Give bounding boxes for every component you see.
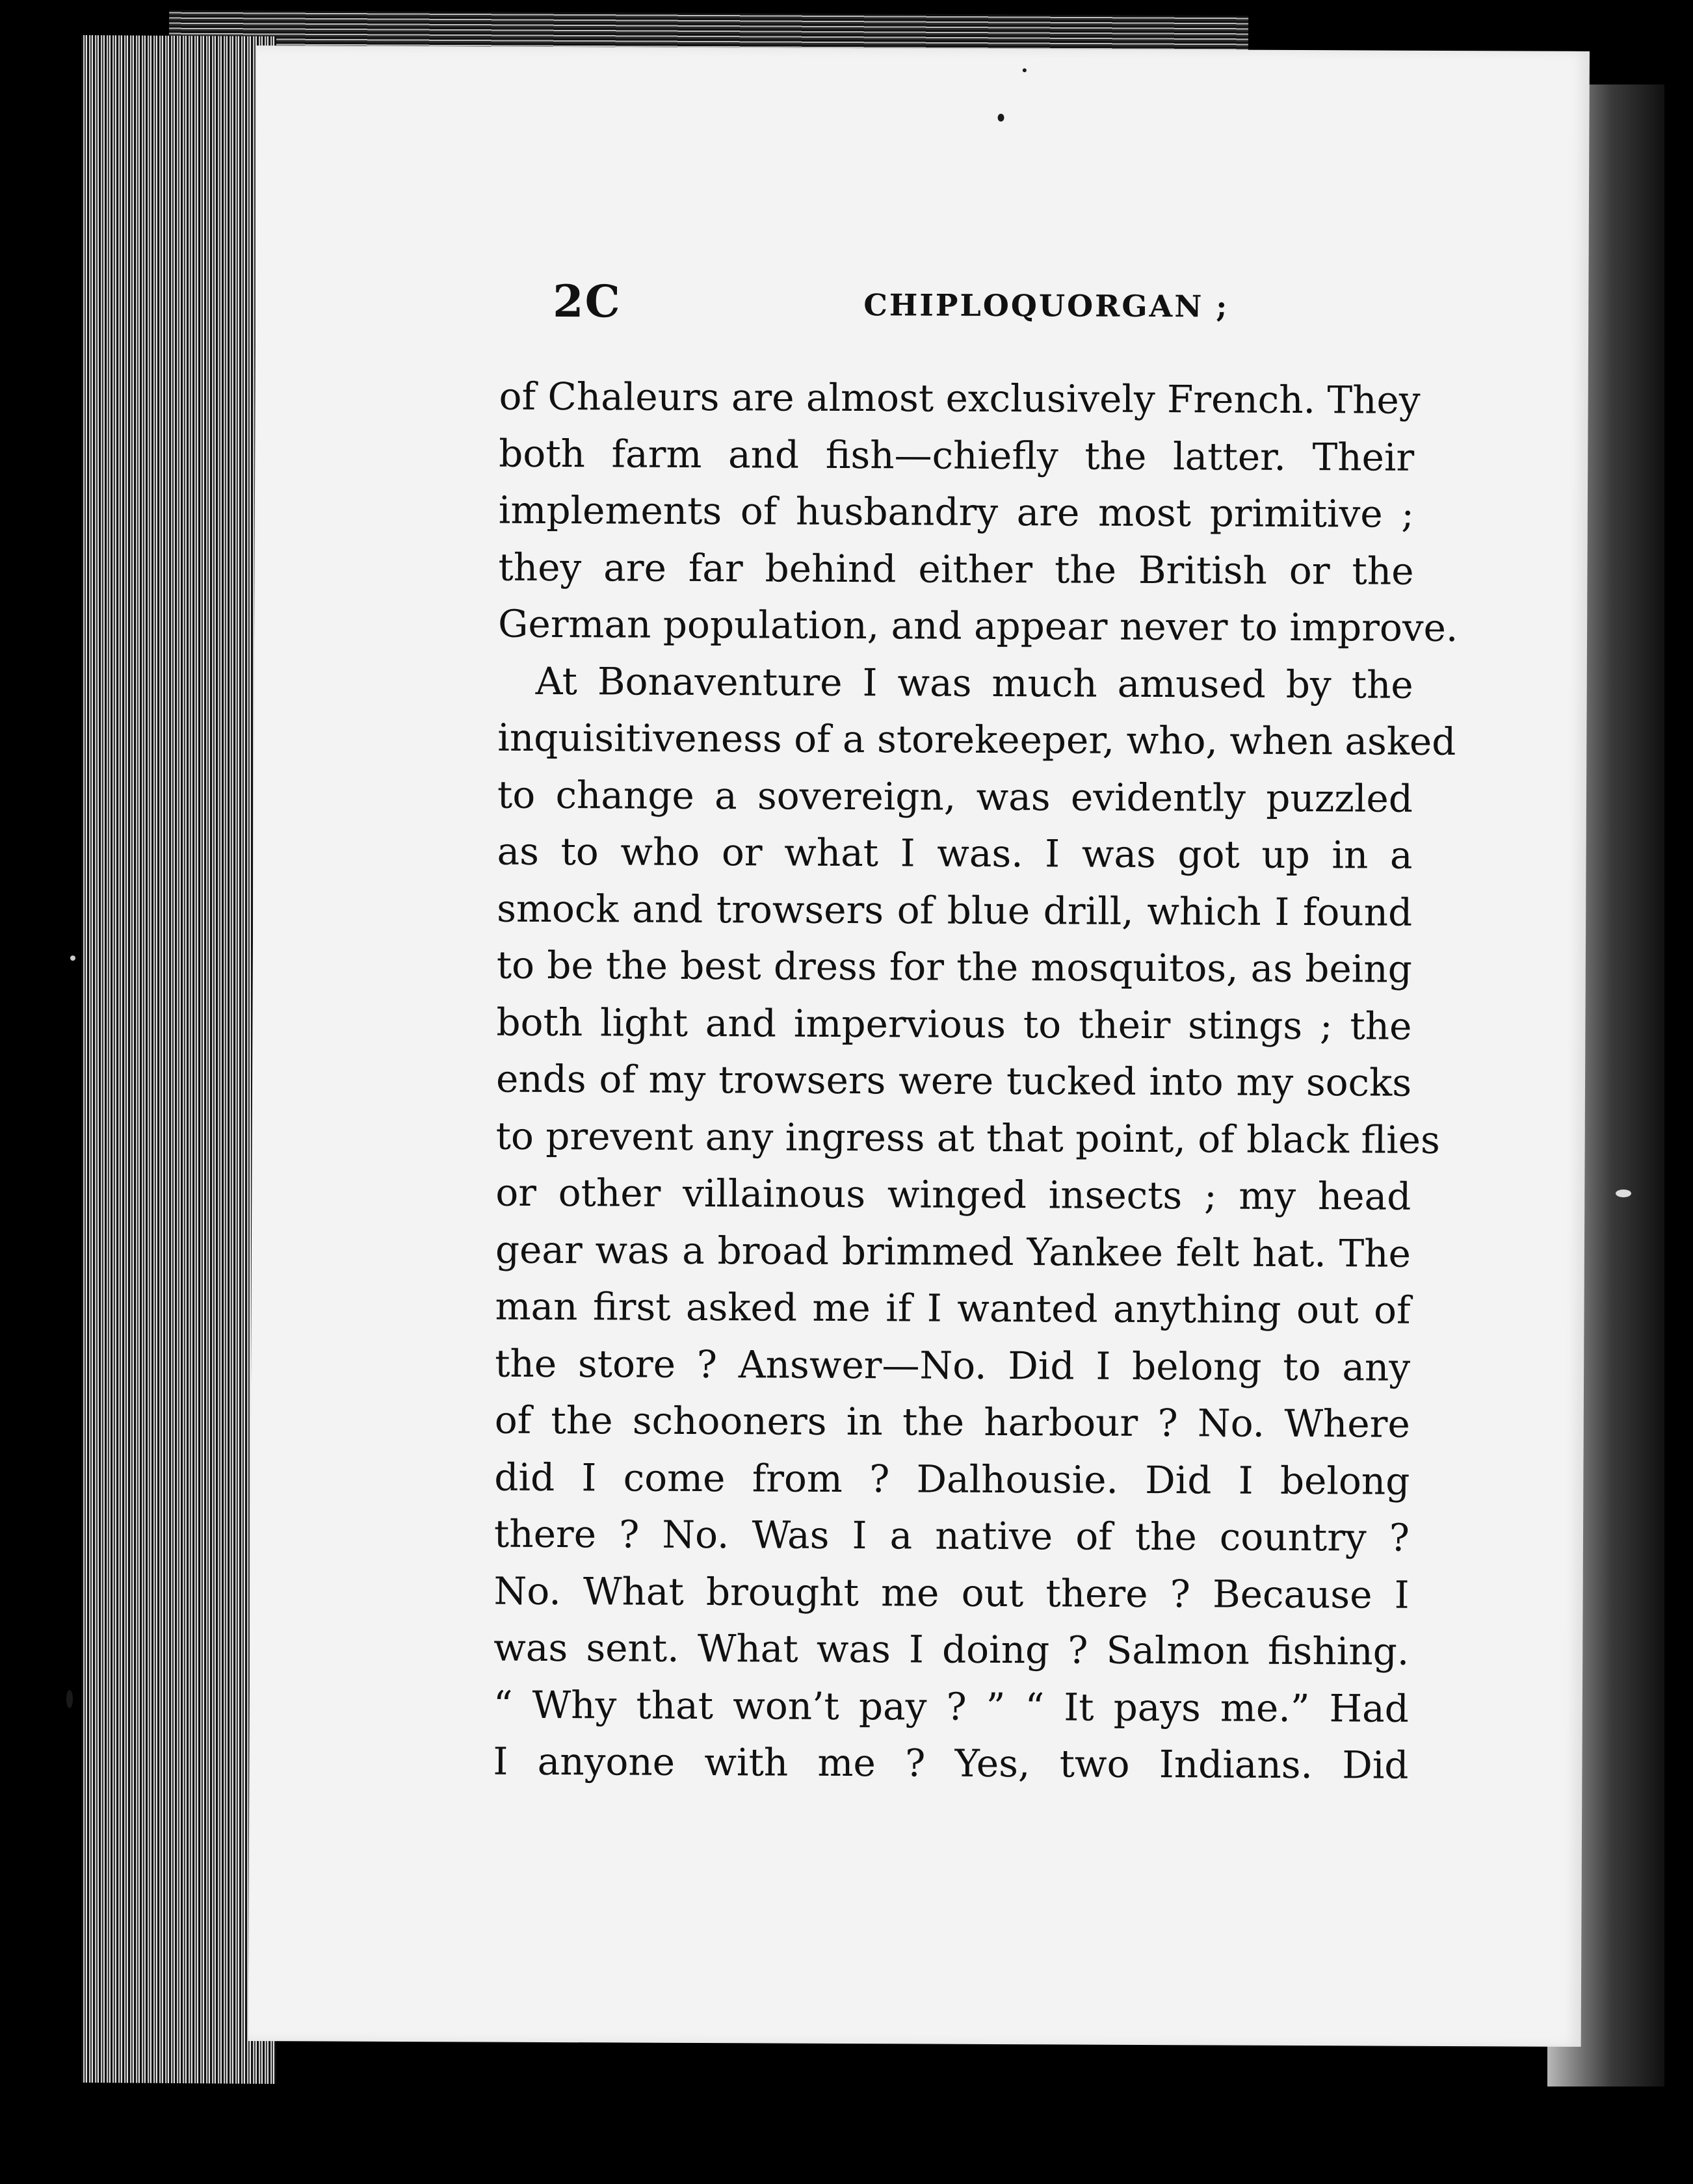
text-line: to prevent any ingress at that point, of black flies (495, 1113, 1440, 1162)
text-line: implements of husbandry are most primitive ; (498, 488, 1415, 536)
running-title: CHIPLOQUORGAN ; (863, 287, 1229, 324)
text-line: to be the best dress for the mosquitos, as being (496, 942, 1412, 991)
text-line: of Chaleurs are almost exclusively French. They (499, 374, 1421, 422)
text-line: smock and trowsers of blue drill, which I found (497, 886, 1413, 935)
body-text (493, 369, 1458, 1795)
text-line: there ? No. Was I a native of the country ? (493, 1511, 1410, 1560)
text-line: did I come from ? Dalhousie. Did I belong (494, 1455, 1410, 1503)
text-line: both farm and fish—chiefly the latter. Their (499, 431, 1415, 480)
text-line: I anyone with me ? Yes, two Indians. Did (493, 1739, 1409, 1788)
text-line: of the schooners in the harbour ? No. Where (494, 1398, 1410, 1446)
text-line: German population, and appear never to improve. (497, 601, 1458, 651)
scan-speck (66, 1690, 73, 1708)
text-line: “ Why that won’t pay ? ” “ It pays me.” Had (493, 1682, 1410, 1731)
page-edges-left (81, 35, 276, 2084)
text-line: gear was a broad brimmed Yankee felt hat. The (495, 1227, 1411, 1276)
text-line: the store ? Answer—No. Did I belong to any (495, 1341, 1411, 1390)
page-number: 2C (553, 275, 622, 328)
text-line: At Bonaventure I was much amused by the (535, 658, 1413, 707)
scan-speck (1616, 1190, 1631, 1197)
book-page (248, 46, 1590, 2047)
text-line: inquisitiveness of a storekeeper, who, when asked (497, 715, 1456, 764)
text-line: man first asked me if I wanted anything out of (495, 1284, 1411, 1332)
text-line: both light and impervious to their stings ; the (496, 1000, 1412, 1048)
scan-speck (1023, 68, 1027, 72)
scan-speck (998, 114, 1004, 122)
text-line: they are far behind either the British or the (498, 545, 1414, 593)
text-line: to change a sovereign, was evidently puzzled (497, 772, 1413, 821)
text-line: as to who or what I was. I was got up in a (497, 829, 1413, 878)
scan-speck (70, 956, 75, 961)
text-line: was sent. What was I doing ? Salmon fishing. (493, 1625, 1410, 1674)
text-line: ends of my trowsers were tucked into my socks (495, 1056, 1412, 1105)
text-line: or other villainous winged insects ; my head (495, 1170, 1411, 1219)
text-line: No. What brought me out there ? Because I (493, 1568, 1410, 1617)
